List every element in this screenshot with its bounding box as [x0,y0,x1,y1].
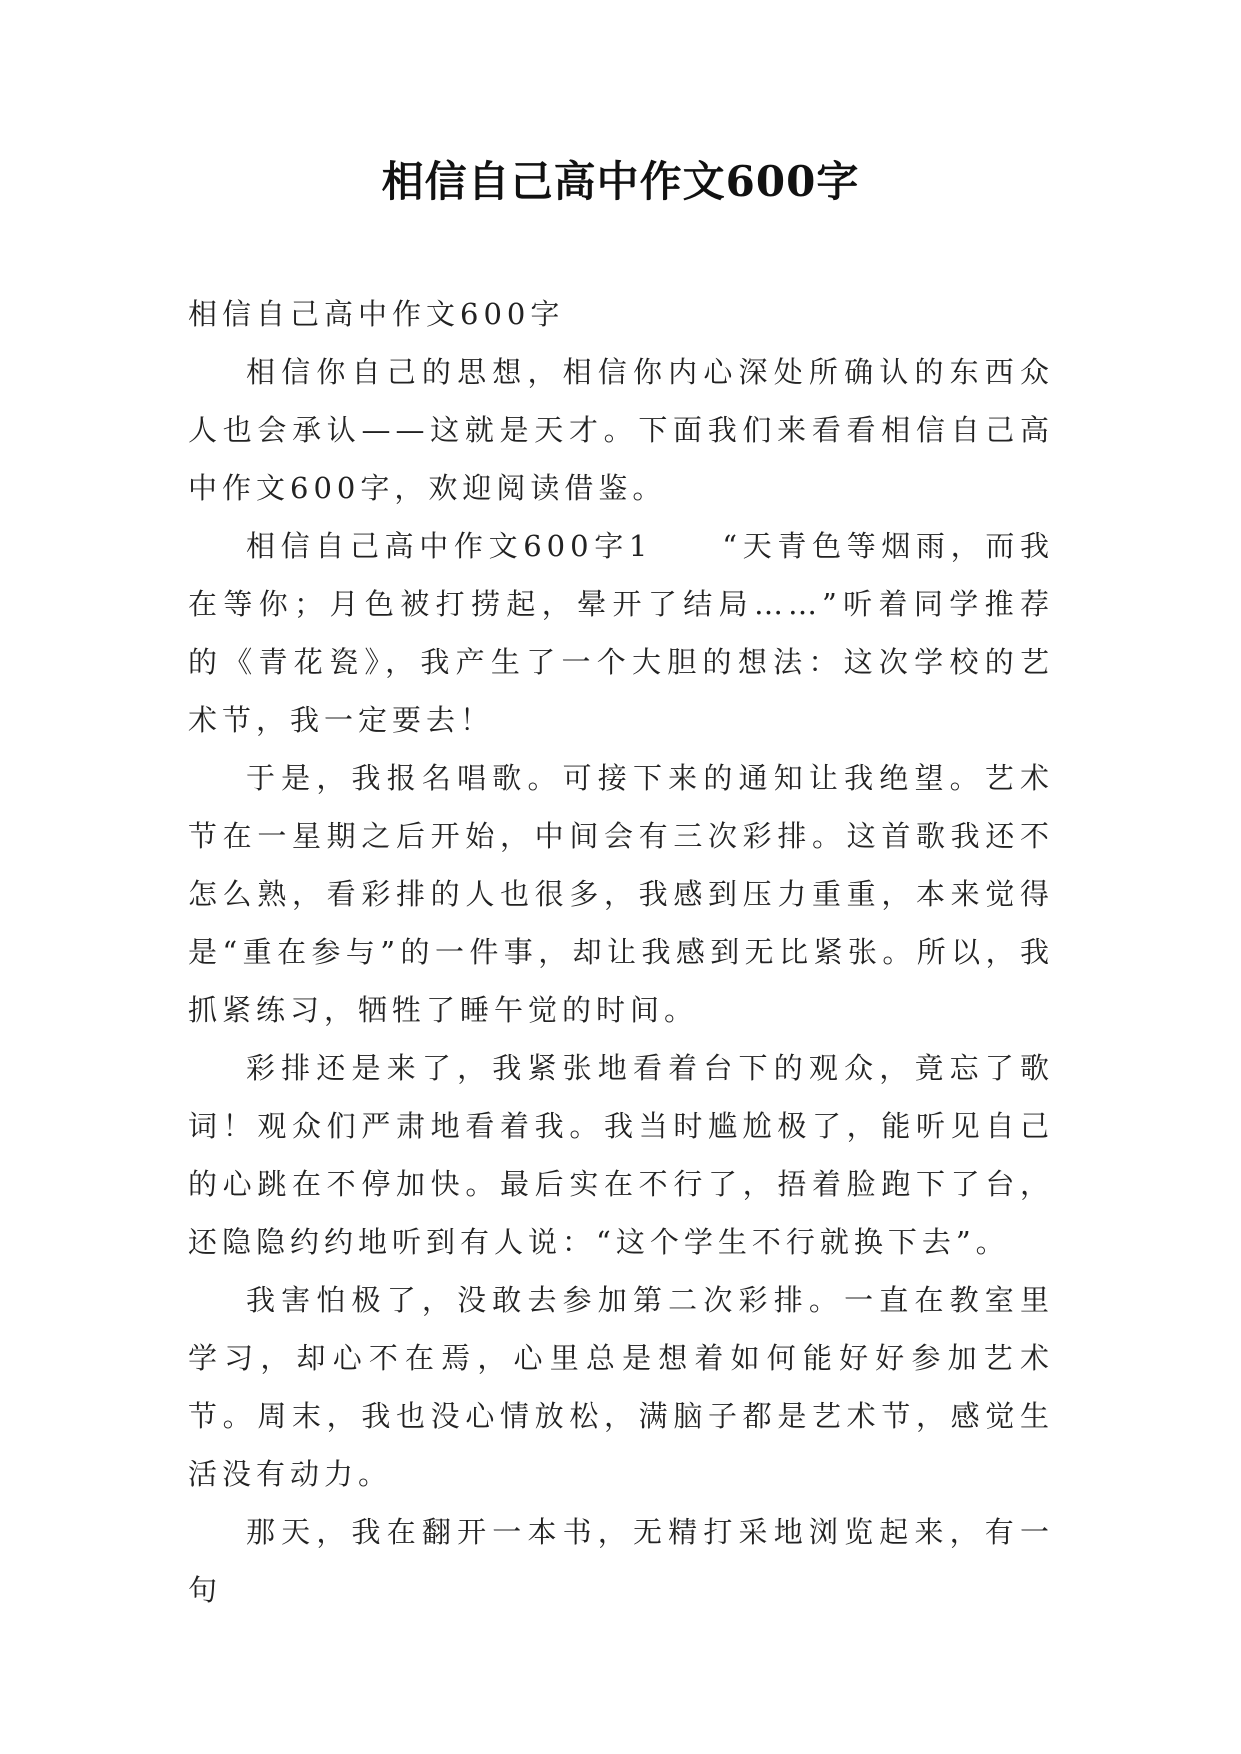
document-body [188,285,1054,1619]
document-subtitle: 相信自己高中作文600字 [188,297,565,331]
paragraph-rehearsal: 彩排还是来了，我紧张地看着台下的观众，竟忘了歌词！观众们严肃地看着我。我当时尴尬极了，能听见自己的心跳在不停加快。最后实在不行了，捂着脸跑下了台，还隐隐约约地听到有人说：“这个学生不行就换下去”。 [188,1051,1054,1259]
paragraph-signup: 于是，我报名唱歌。可接下来的通知让我绝望。艺术节在一星期之后开始，中间会有三次彩排。这首歌我还不怎么熟，看彩排的人也很多，我感到压力重重，本来觉得是“重在参与”的一件事，却让我感到无比紧张。所以，我抓紧练习，牺牲了睡午觉的时间。 [188,761,1054,1027]
paragraph-book: 那天，我在翻开一本书，无精打采地浏览起来，有一句 [188,1515,1054,1607]
document-title: 相信自己高中作文600字 [381,157,860,206]
paragraph-essay-opening: 相信自己高中作文600字1 “天青色等烟雨，而我在等你；月色被打捞起，晕开了结局……”听着同学推荐的《青花瓷》，我产生了一个大胆的想法：这次学校的艺术节，我一定要去！ [188,529,1054,737]
paragraph-fear: 我害怕极了，没敢去参加第二次彩排。一直在教室里学习，却心不在焉，心里总是想着如何能好好参加艺术节。周末，我也没心情放松，满脑子都是艺术节，感觉生活没有动力。 [188,1283,1054,1491]
paragraph-intro: 相信你自己的思想，相信你内心深处所确认的东西众人也会承认——这就是天才。下面我们来看看相信自己高中作文600字，欢迎阅读借鉴。 [188,355,1054,505]
